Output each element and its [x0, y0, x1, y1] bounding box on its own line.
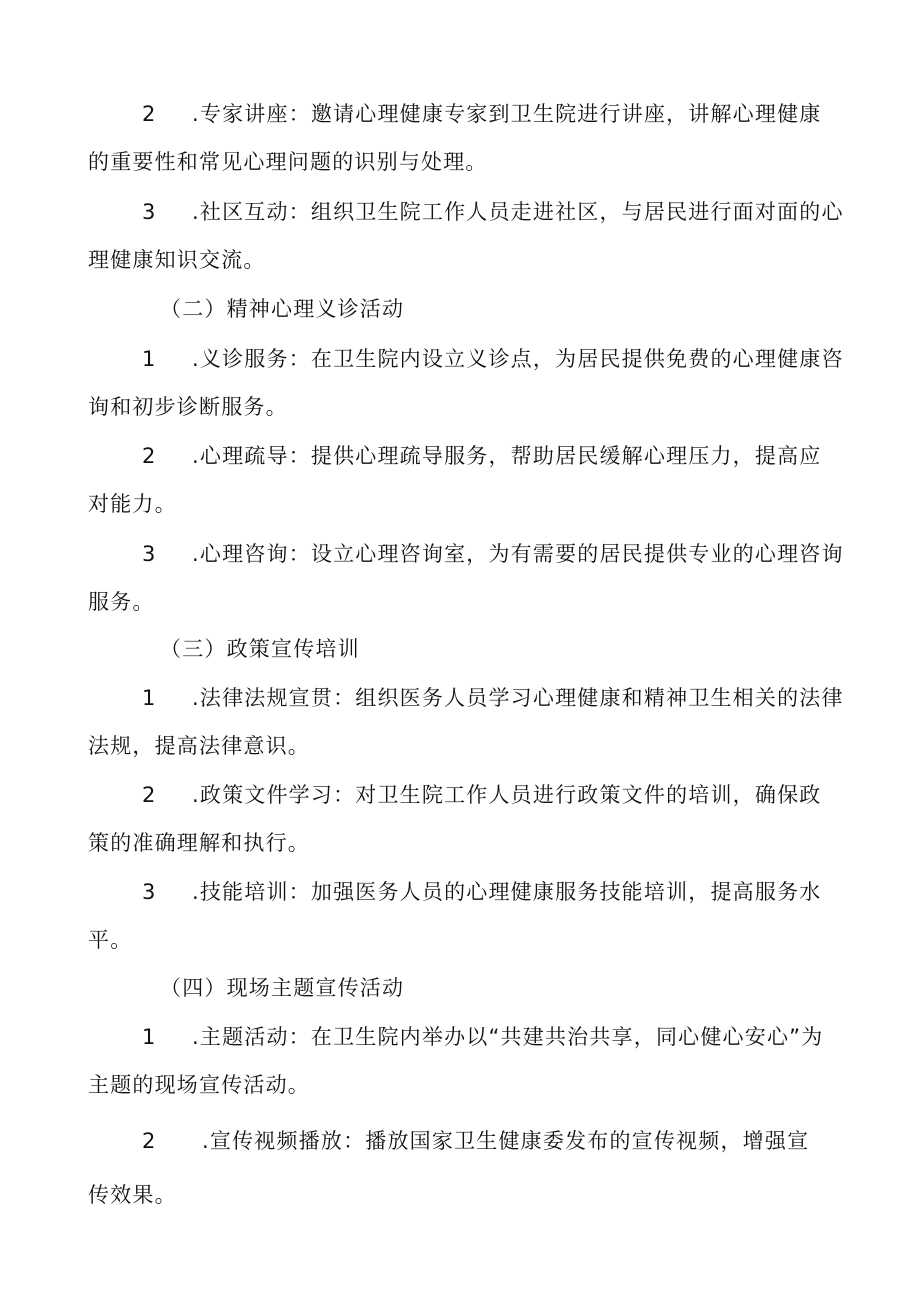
- item-number: 3: [142, 880, 157, 904]
- item-2-counseling: [88, 432, 833, 528]
- item-number: 3: [142, 200, 157, 224]
- item-text-line1: .技能培训：加强医务人员的心理健康服务技能培训，提高服务水: [192, 880, 822, 904]
- item-text-line2: 主题的现场宣传活动。: [88, 1073, 310, 1097]
- item-number: 2: [142, 102, 157, 126]
- item-3-consulting: [88, 530, 844, 626]
- item-text-line1: .主题活动：在卫生院内举办以“共建共治共享，同心健心安心”为: [192, 1025, 824, 1049]
- item-1-law-publicity: [88, 674, 844, 770]
- item-text-line2: 法规，提高法律意识。: [88, 734, 310, 758]
- item-text-line1: .社区互动：组织卫生院工作人员走进社区，与居民进行面对面的心: [192, 200, 844, 224]
- item-number: 2: [142, 1129, 157, 1153]
- item-text-line2: 询和初步诊断服务。: [88, 395, 288, 419]
- item-text-line2: 理健康知识交流。: [88, 248, 266, 272]
- item-text-line2: 传效果。: [88, 1183, 177, 1207]
- item-text-line2: 服务。: [88, 590, 155, 614]
- item-text-line1: .专家讲座：邀请心理健康专家到卫生院进行讲座，讲解心理健康: [192, 102, 822, 126]
- item-text-line1: .法律法规宣贯：组织医务人员学习心理健康和精神卫生相关的法律: [192, 686, 844, 710]
- item-text-line1: .心理疏导：提供心理疏导服务，帮助居民缓解心理压力，提高应: [192, 444, 822, 468]
- item-3-skills-training: [88, 868, 833, 964]
- item-text-line1: .宣传视频播放：播放国家卫生健康委发布的宣传视频，增强宣: [202, 1129, 810, 1153]
- item-text-line2: 策的准确理解和执行。: [88, 831, 310, 855]
- item-text-line1: .心理咨询：设立心理咨询室，为有需要的居民提供专业的心理咨询: [192, 542, 844, 566]
- item-number: 1: [142, 686, 157, 710]
- item-text-line1: .义诊服务：在卫生院内设立义诊点，为居民提供免费的心理健康咨: [192, 347, 844, 371]
- section-heading-2: （二）精神心理义诊活动: [160, 297, 405, 321]
- item-number: 2: [142, 783, 157, 807]
- item-text-line2: 对能力。: [88, 492, 177, 516]
- item-text-line2: 平。: [88, 928, 133, 952]
- item-number: 1: [142, 1025, 157, 1049]
- section-heading-4: （四）现场主题宣传活动: [160, 976, 405, 1000]
- item-number: 2: [142, 444, 157, 468]
- item-2-expert-lecture: [88, 90, 833, 186]
- item-number: 3: [142, 542, 157, 566]
- item-text-line2: 的重要性和常见心理问题的识别与处理。: [88, 150, 488, 174]
- section-heading-3: （三）政策宣传培训: [160, 637, 360, 661]
- item-2-video-playback: [88, 1117, 833, 1219]
- item-3-community-interaction: [88, 188, 844, 284]
- item-text-line1: .政策文件学习：对卫生院工作人员进行政策文件的培训，确保政: [192, 783, 822, 807]
- item-2-policy-study: [88, 771, 833, 867]
- item-number: 1: [142, 347, 157, 371]
- item-1-free-clinic: [88, 335, 844, 431]
- item-1-theme-activity: [88, 1013, 833, 1109]
